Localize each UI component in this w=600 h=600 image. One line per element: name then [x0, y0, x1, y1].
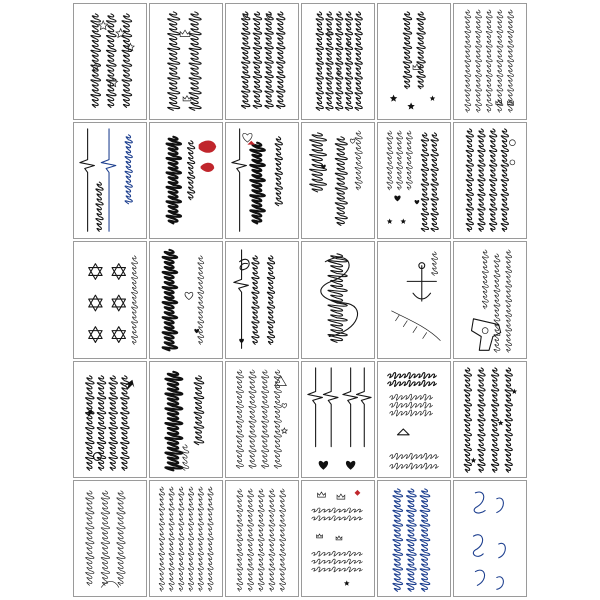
- tattoo-sheet-crown-script: [149, 3, 223, 120]
- tattoo-artwork: [74, 362, 146, 477]
- tattoo-sheet-thin-script: [73, 480, 147, 597]
- tattoo-sheet-script-rows: [453, 122, 527, 239]
- tattoo-sheet-icons-small-text: [377, 361, 451, 478]
- tattoo-artwork: [150, 242, 222, 357]
- tattoo-artwork: [226, 4, 298, 119]
- tattoo-artwork: [226, 123, 298, 238]
- tattoo-sheet-long-script: [453, 3, 527, 120]
- tattoo-artwork: [378, 123, 450, 238]
- tattoo-artwork: [454, 481, 526, 596]
- tattoo-sheet-blue-initials: [453, 480, 527, 597]
- tattoo-sheet-grid: [72, 2, 528, 598]
- tattoo-sheet-lips-script: [149, 122, 223, 239]
- tattoo-sheet-heartbeat-hearts: [301, 361, 375, 478]
- tattoo-artwork: [378, 242, 450, 357]
- tattoo-sheet-heartbeat-lines: [73, 122, 147, 239]
- tattoo-sheet-paragraph-script: [149, 480, 223, 597]
- tattoo-sheet-anchor-feather: [377, 241, 451, 358]
- tattoo-artwork: [150, 123, 222, 238]
- tattoo-sheet-heartbeat-script: [301, 3, 375, 120]
- tattoo-sheet-blue-script: [377, 480, 451, 597]
- tattoo-artwork: [74, 481, 146, 596]
- tattoo-sheet-hearts-notes: [377, 122, 451, 239]
- tattoo-artwork: [302, 4, 374, 119]
- tattoo-artwork: [454, 4, 526, 119]
- tattoo-sheet-love-script: [301, 122, 375, 239]
- tattoo-sheet-script-icons: [225, 361, 299, 478]
- tattoo-artwork: [378, 362, 450, 477]
- tattoo-artwork: [74, 242, 146, 357]
- tattoo-sheet-love-loops: [301, 241, 375, 358]
- tattoo-sheet-script-columns: [225, 480, 299, 597]
- tattoo-sheet-heartbeat-heart: [225, 122, 299, 239]
- tattoo-sheet-stars-script-columns: [453, 361, 527, 478]
- tattoo-artwork: [378, 481, 450, 596]
- tattoo-sheet-crowns-small-text: [301, 480, 375, 597]
- tattoo-sheet-crown-stars: [377, 3, 451, 120]
- tattoo-artwork: [454, 242, 526, 357]
- tattoo-artwork: [150, 481, 222, 596]
- tattoo-artwork: [226, 242, 298, 357]
- tattoo-sheet-bold-script: [149, 241, 223, 358]
- tattoo-artwork: [226, 362, 298, 477]
- tattoo-sheet-bold-script-vertical: [149, 361, 223, 478]
- tattoo-artwork: [226, 481, 298, 596]
- tattoo-artwork: [302, 362, 374, 477]
- tattoo-sheet-stars-script: [73, 3, 147, 120]
- tattoo-sheet-heartbeat-swirl: [225, 241, 299, 358]
- tattoo-artwork: [74, 123, 146, 238]
- tattoo-artwork: [302, 123, 374, 238]
- tattoo-sheet-revolver-script: [453, 241, 527, 358]
- tattoo-sheet-star-of-david: [73, 241, 147, 358]
- tattoo-artwork: [150, 362, 222, 477]
- tattoo-artwork: [74, 4, 146, 119]
- tattoo-sheet-heart-script-rows: [225, 3, 299, 120]
- tattoo-artwork: [378, 4, 450, 119]
- tattoo-artwork: [302, 481, 374, 596]
- tattoo-artwork: [150, 4, 222, 119]
- tattoo-artwork: [454, 123, 526, 238]
- tattoo-artwork: [454, 362, 526, 477]
- tattoo-artwork: [302, 242, 374, 357]
- tattoo-sheet-birds-sunshine: [73, 361, 147, 478]
